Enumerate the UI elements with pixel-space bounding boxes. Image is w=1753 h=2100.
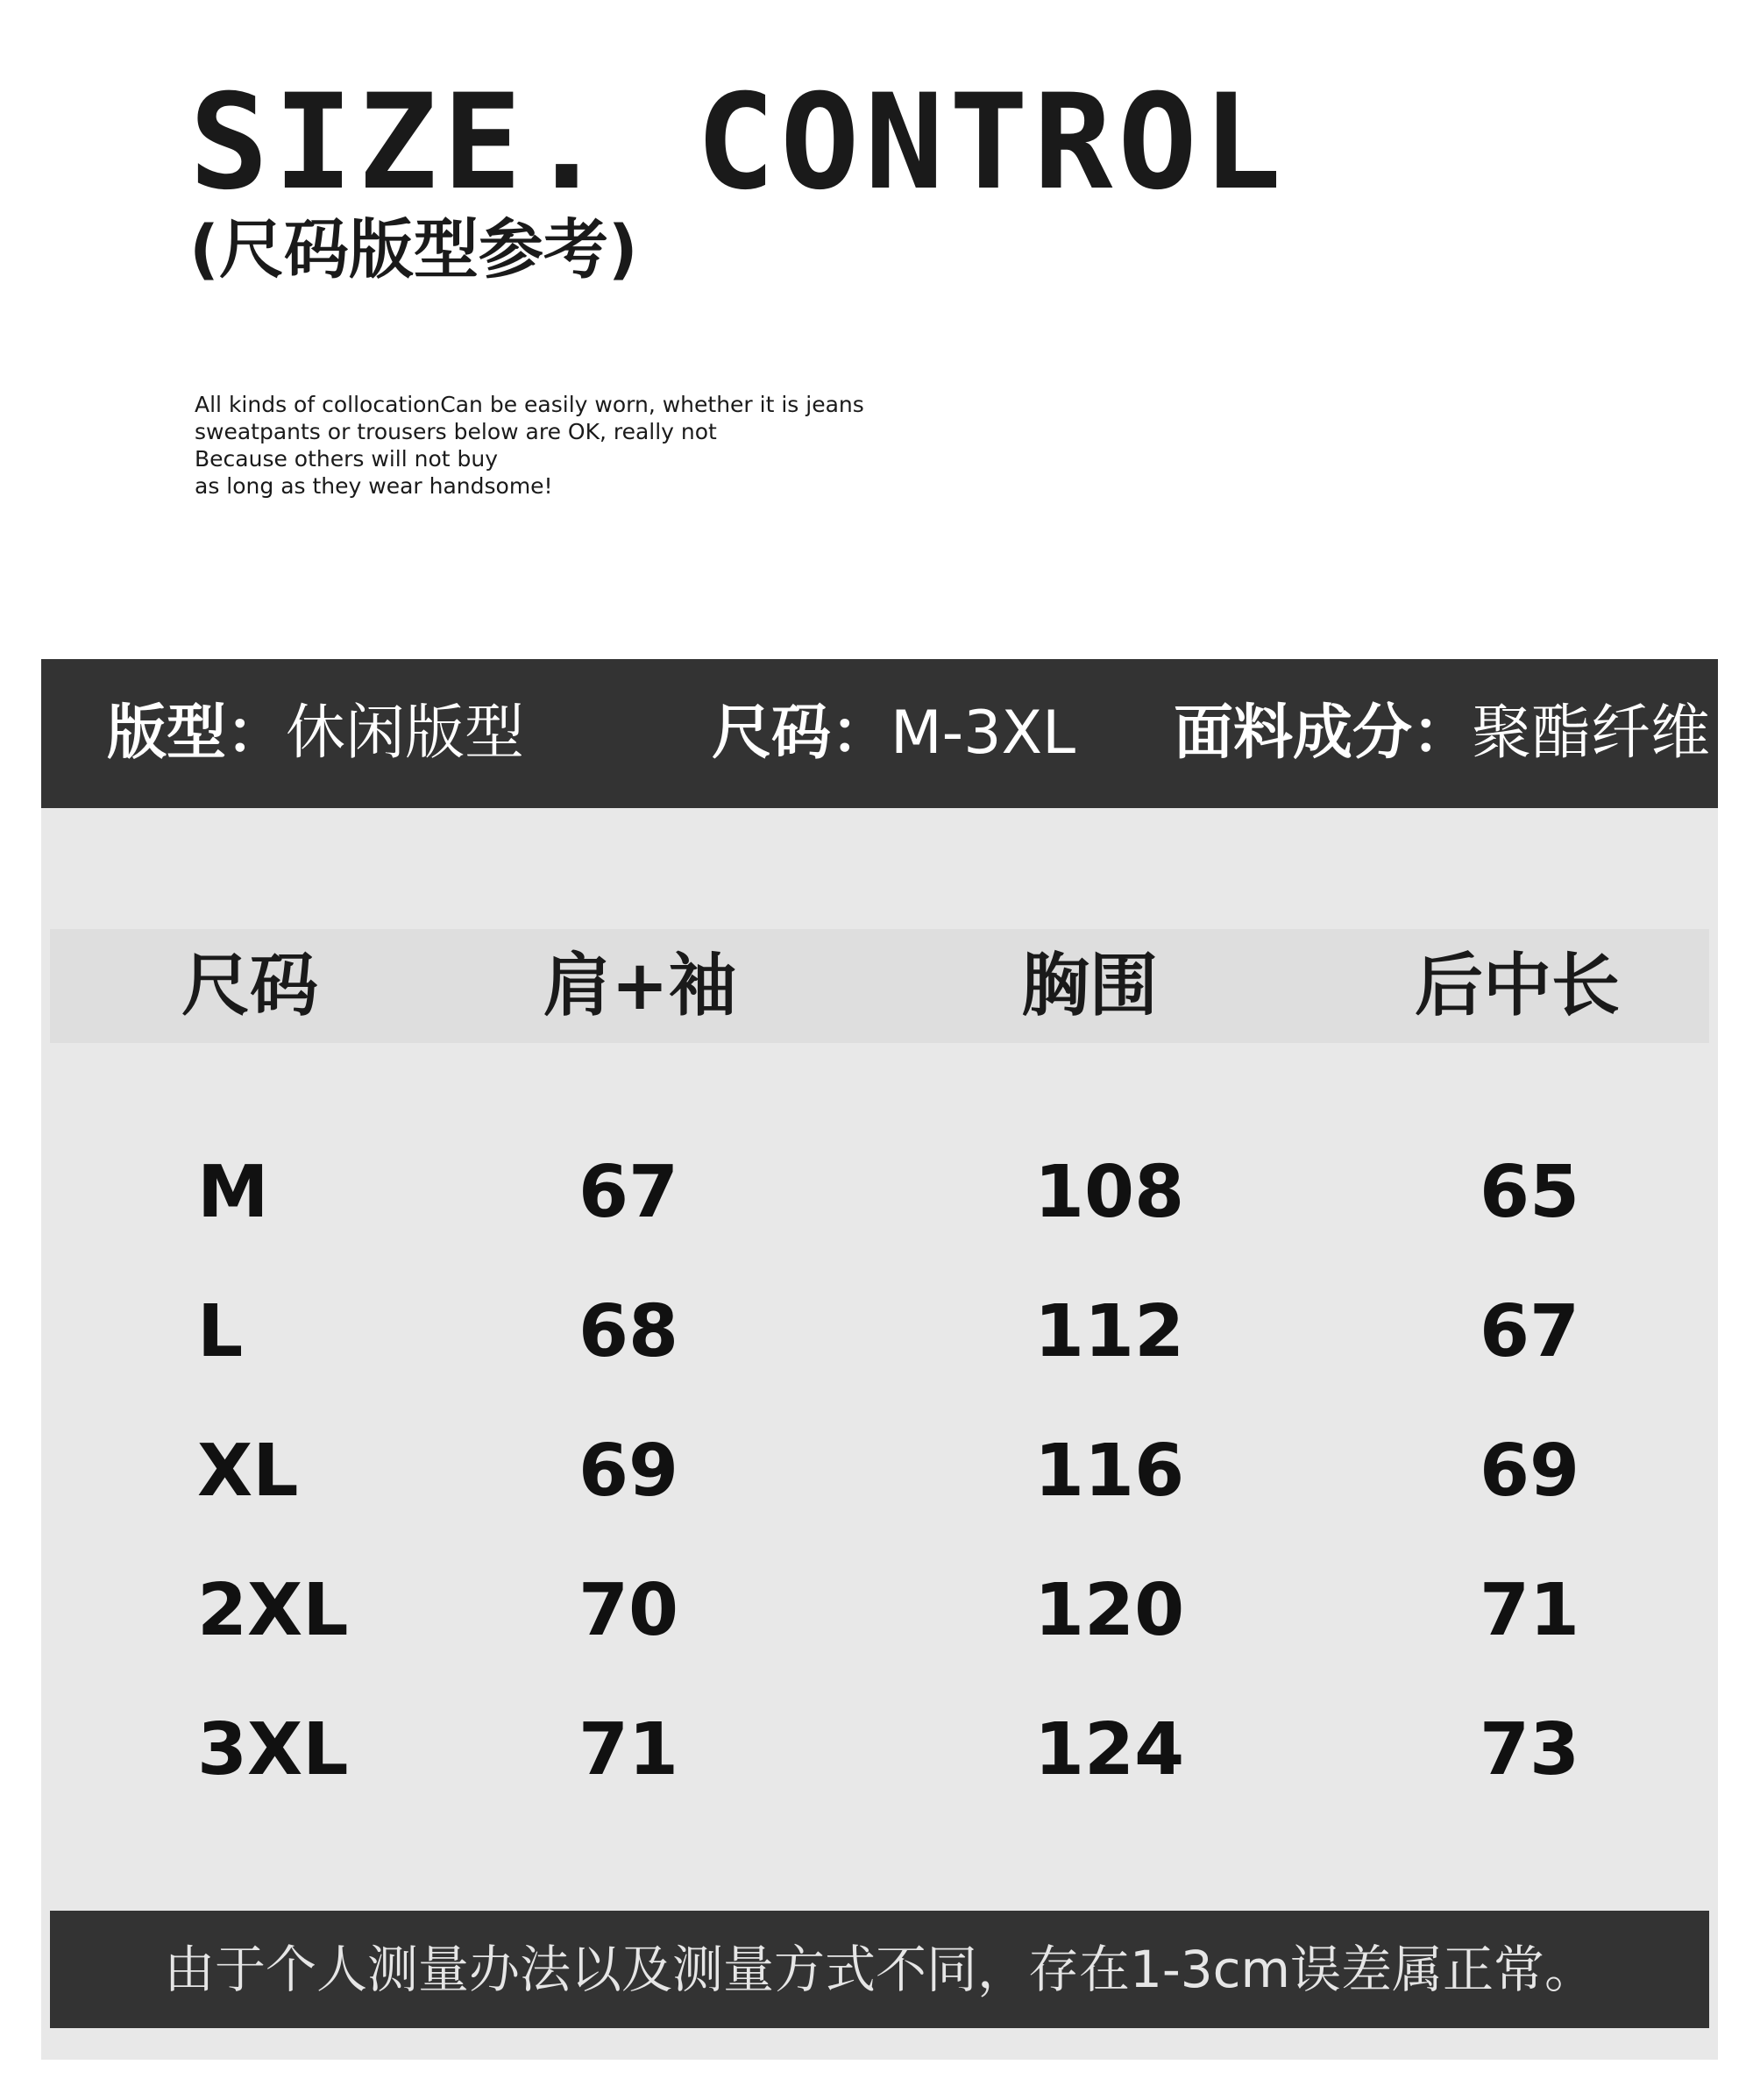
cell-back-length: 65 [1480, 1151, 1580, 1234]
cell-shoulder-sleeve: 68 [578, 1290, 679, 1373]
page-title: SIZE. CONTROL [189, 67, 1287, 219]
table-row [0, 1284, 1753, 1380]
cell-size: 3XL [197, 1708, 349, 1791]
intro-line: All kinds of collocationCan be easily worn, whether it is jeans [195, 392, 864, 417]
column-header-shoulder-sleeve: 肩+袖 [543, 947, 737, 1025]
spec-size [712, 659, 1075, 808]
measurement-note: 由于个人测量办法以及测量方式不同，存在1-3cm误差属正常。 [50, 1911, 1709, 2028]
cell-shoulder-sleeve: 69 [578, 1430, 679, 1513]
cell-back-length: 73 [1480, 1708, 1580, 1791]
cell-shoulder-sleeve: 71 [578, 1708, 679, 1791]
cell-size: XL [197, 1430, 299, 1513]
intro-line: as long as they wear handsome! [195, 473, 553, 499]
spec-fabric-value: 聚酯纤维 [1472, 699, 1711, 768]
intro-line: Because others will not buy [195, 446, 498, 472]
spec-fit-value: 休闲版型 [286, 699, 525, 768]
cell-chest: 120 [1034, 1569, 1185, 1652]
cell-size: 2XL [197, 1569, 349, 1652]
column-header-size: 尺码 [181, 947, 319, 1025]
spec-fit [107, 659, 524, 808]
table-row [0, 1423, 1753, 1520]
intro-text [195, 391, 864, 500]
table-row [0, 1563, 1753, 1659]
column-header-chest: 胸围 [1020, 947, 1159, 1025]
cell-size: M [197, 1151, 269, 1234]
cell-chest: 112 [1034, 1290, 1185, 1373]
cell-back-length: 67 [1480, 1290, 1580, 1373]
table-row [0, 1145, 1753, 1241]
cell-shoulder-sleeve: 70 [578, 1569, 679, 1652]
cell-back-length: 71 [1480, 1569, 1580, 1652]
table-header-row [50, 929, 1709, 1043]
spec-bar [41, 659, 1718, 808]
spec-size-value: M-3XL [891, 699, 1075, 768]
cell-size: L [197, 1290, 244, 1373]
intro-line: sweatpants or trousers below are OK, really not [195, 419, 717, 444]
cell-chest: 124 [1034, 1708, 1185, 1791]
spec-fabric-label: 面料成分： [1174, 699, 1473, 768]
cell-chest: 116 [1034, 1430, 1185, 1513]
page-subtitle: (尺码版型参考) [189, 212, 638, 287]
spec-size-label: 尺码： [712, 699, 891, 768]
table-row [0, 1702, 1753, 1798]
cell-back-length: 69 [1480, 1430, 1580, 1513]
cell-chest: 108 [1034, 1151, 1185, 1234]
spec-fit-label: 版型： [107, 699, 287, 768]
spec-fabric [1174, 659, 1710, 808]
column-header-back-length: 后中长 [1414, 947, 1621, 1025]
cell-shoulder-sleeve: 67 [578, 1151, 679, 1234]
